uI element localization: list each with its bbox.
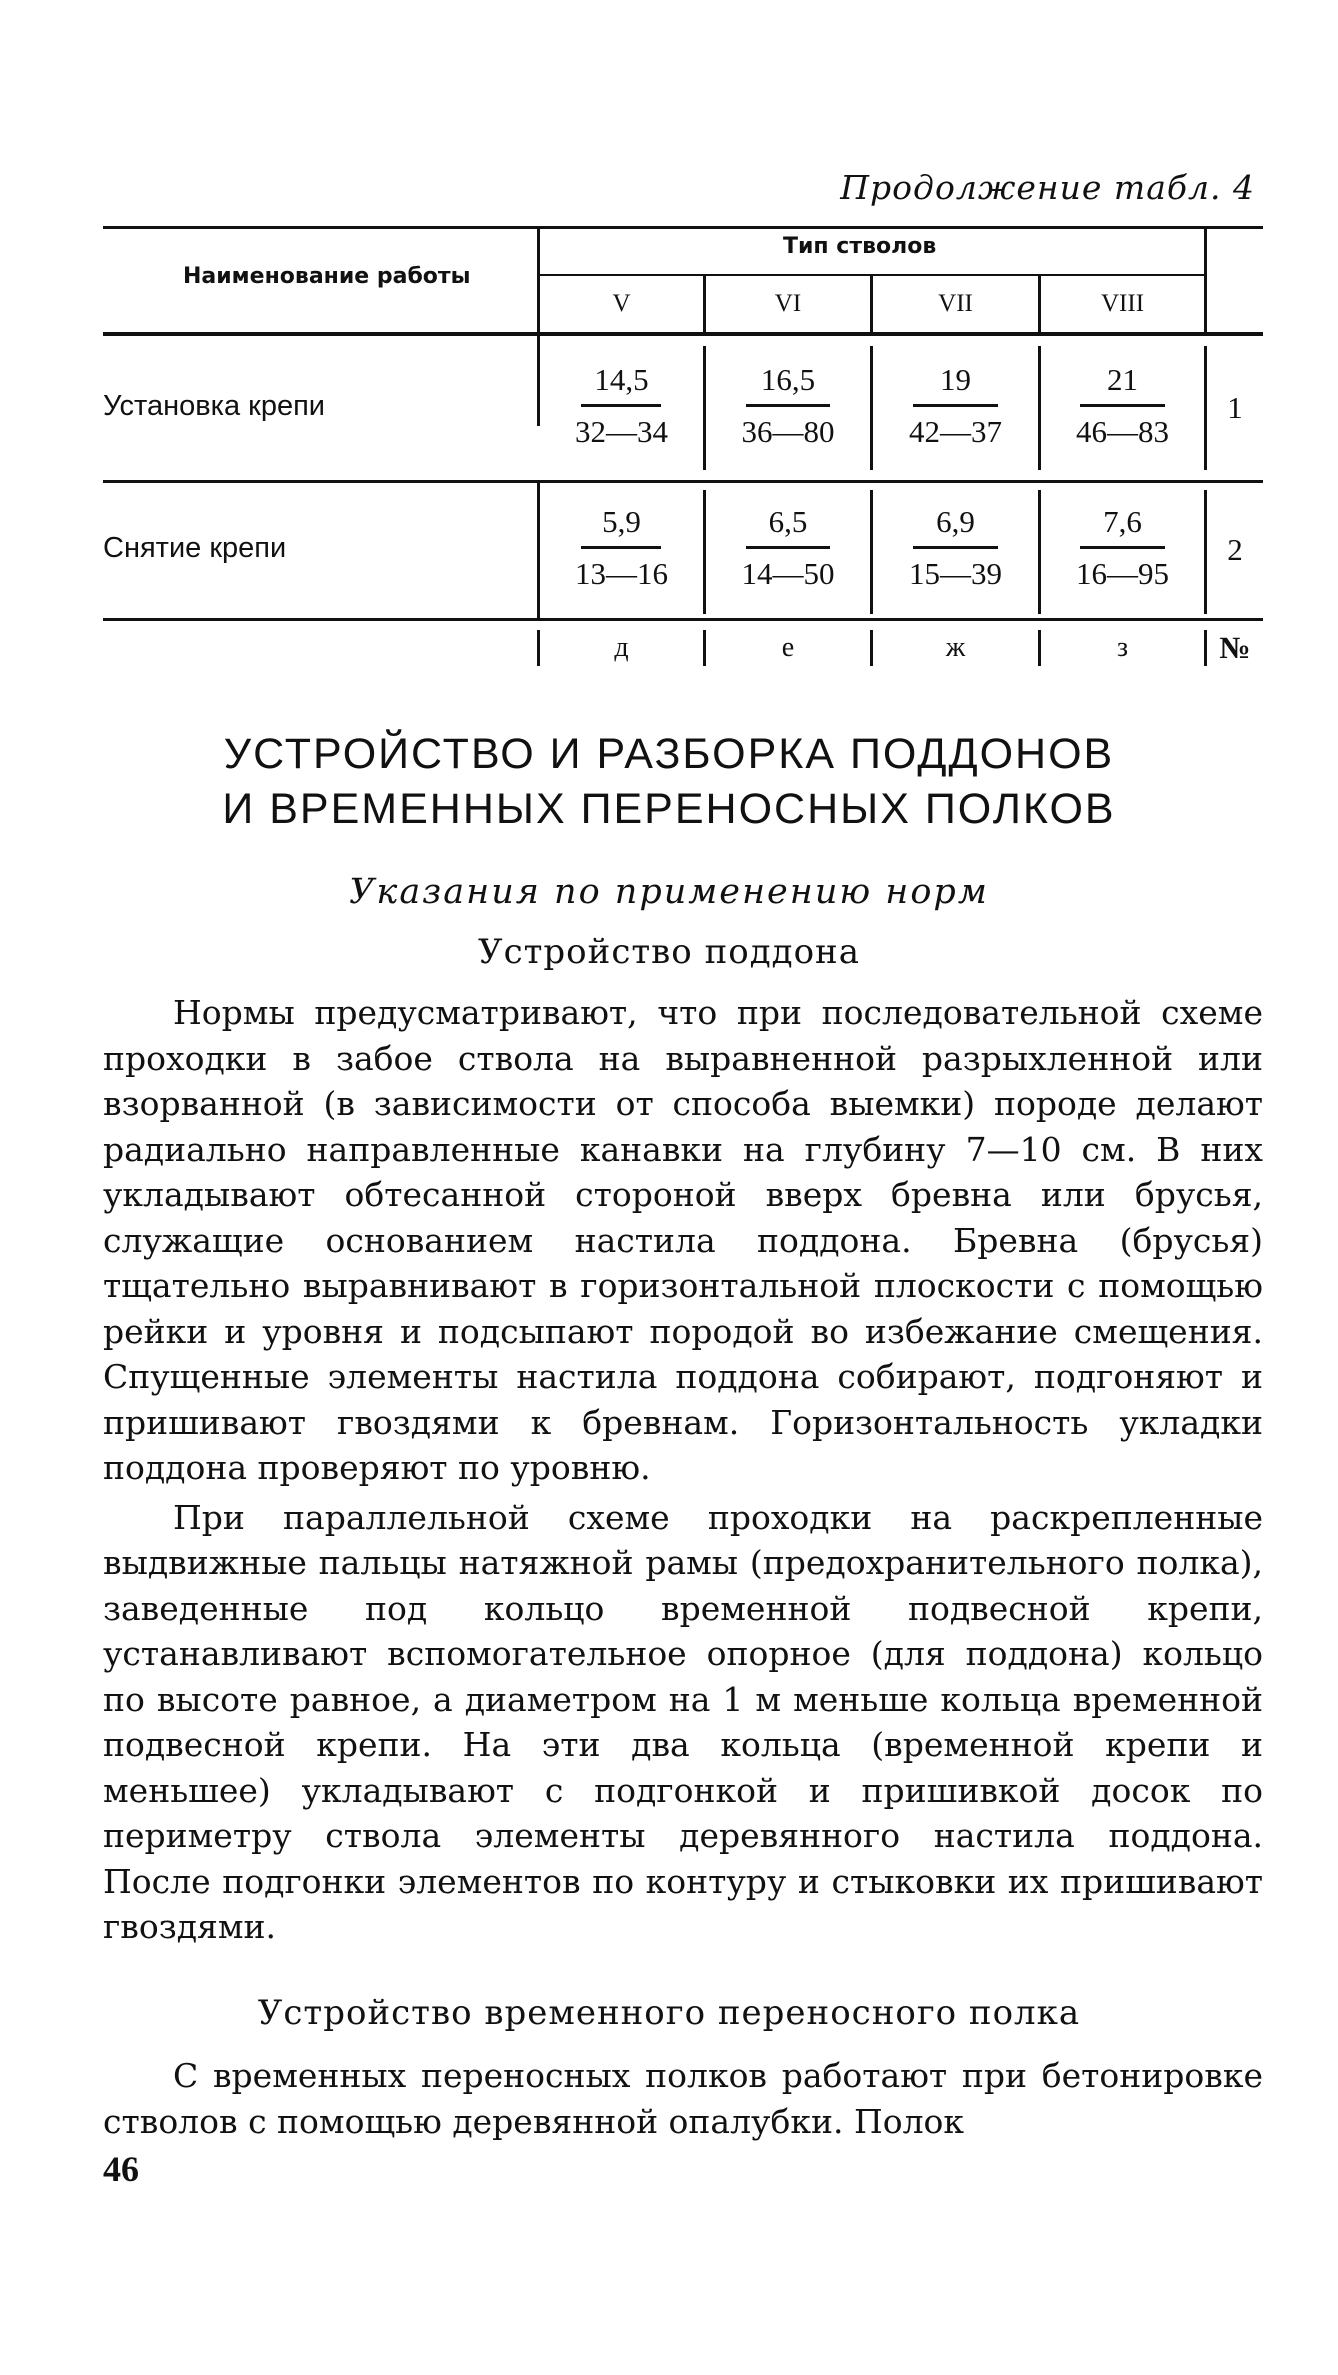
cell-top: 5,9 [602,504,641,539]
footer-letter: ж [945,632,966,663]
group-header: Тип стволов [783,234,937,259]
cell-bottom: 32—34 [575,414,668,449]
cell-bottom: 14—50 [741,556,835,591]
cell-top: 21 [1107,362,1138,397]
cell-top: 6,5 [768,504,808,539]
page-number: 46 [103,2149,139,2189]
header-bottom-rule [103,332,1263,336]
fraction-bar [913,546,998,549]
fraction-bar [746,546,830,549]
group-header-rule [539,274,1207,276]
cell-bottom: 15—39 [909,556,1002,591]
cell-top: 19 [940,362,971,397]
row-name: Снятие крепи [103,532,287,564]
fraction-bar [746,404,830,407]
body-text [103,990,1263,1950]
footer-number-label: № [1219,630,1251,665]
fraction-bar [581,404,661,407]
footer-letter: з [1116,632,1129,663]
paragraph: С временных переносных полков работают при бетонировке стволов с помощью деревянной опалубки. Полок [103,2056,1263,2141]
cell-bottom: 42—37 [909,414,1002,449]
cell-top: 7,6 [1103,504,1142,539]
row-number: 1 [1227,390,1243,425]
cell-bottom: 16—95 [1076,556,1169,591]
cell-bottom: 36—80 [741,414,835,449]
col-divider-viii [1204,226,1207,332]
heading-pallet: Устройство поддона [478,932,860,972]
heading-temporary-platform: Устройство временного переносного полка [257,1993,1081,2033]
norms-table [103,222,1263,702]
name-column-header: Наименование работы [183,264,471,289]
column-header: V [612,290,631,317]
cell-top: 6,9 [936,504,975,539]
column-header: VIII [1100,290,1145,317]
cell-top: 16,5 [760,362,816,397]
fraction-bar [1080,546,1165,549]
row2-bottom-rule [103,618,1263,621]
subtitle: Указания по применению норм [349,872,989,912]
column-header: VII [938,290,973,317]
section-title-line2: И ВРЕМЕННЫХ ПЕРЕНОСНЫХ ПОЛКОВ [222,785,1116,833]
paragraph: Нормы предусматривают, что при последовательной схеме проходки в забое ствола на выравненной разрыхленной или взорванной (в зависимости от способа выемки) породе делают радиально направленные канавки на глубину 7—10 см. В них укладывают обтесанной стороной вверх бревна или брусья, служащие основанием настила поддона. Бревна (брусья) тщательно выравнивают в горизонтальной плоскости с помощью рейки и уровня и подсыпают породой во избежание смещения. Спущенные элементы настила поддона собирают, подгоняют и пришивают гвоздями к бревнам. Горизонтальность укладки поддона проверяют по уровню. [103,993,1263,1487]
fraction-bar [913,404,998,407]
footer-letter: е [781,632,795,663]
footer-letter: д [614,632,629,663]
column-header: VI [774,290,802,317]
paragraph: При параллельной схеме проходки на раскрепленные выдвижные пальцы натяжной рамы (предохранительного полка), заведенные под кольцо временной подвесной крепи, устанавливают вспомогательное опорное (для поддона) кольцо по высоте равное, а диаметром на 1 м меньше кольца временной подвесной крепи. На эти два кольца (временной крепи и меньшее) укладывают с подгонкой и пришивкой досок по периметру ствола элементы деревянного настила поддона. После подгонки элементов по контуру и стыковки их пришивают гвоздями. [103,1497,1263,1946]
cell-bottom: 46—83 [1076,414,1169,449]
section-title-line1: УСТРОЙСТВО И РАЗБОРКА ПОДДОНОВ [223,730,1115,778]
col-divider-name [537,480,540,620]
fraction-bar [1080,404,1165,407]
cell-bottom: 13—16 [575,556,668,591]
table-top-rule [103,226,1263,229]
fraction-bar [581,546,661,549]
row1-bottom-rule [103,480,1263,483]
row-number: 2 [1227,532,1243,567]
row-name: Установка крепи [103,390,325,422]
body-text [103,2053,1263,2144]
continuation-label: Продолжение табл. 4 [840,168,1255,207]
cell-top: 14,5 [594,362,649,397]
